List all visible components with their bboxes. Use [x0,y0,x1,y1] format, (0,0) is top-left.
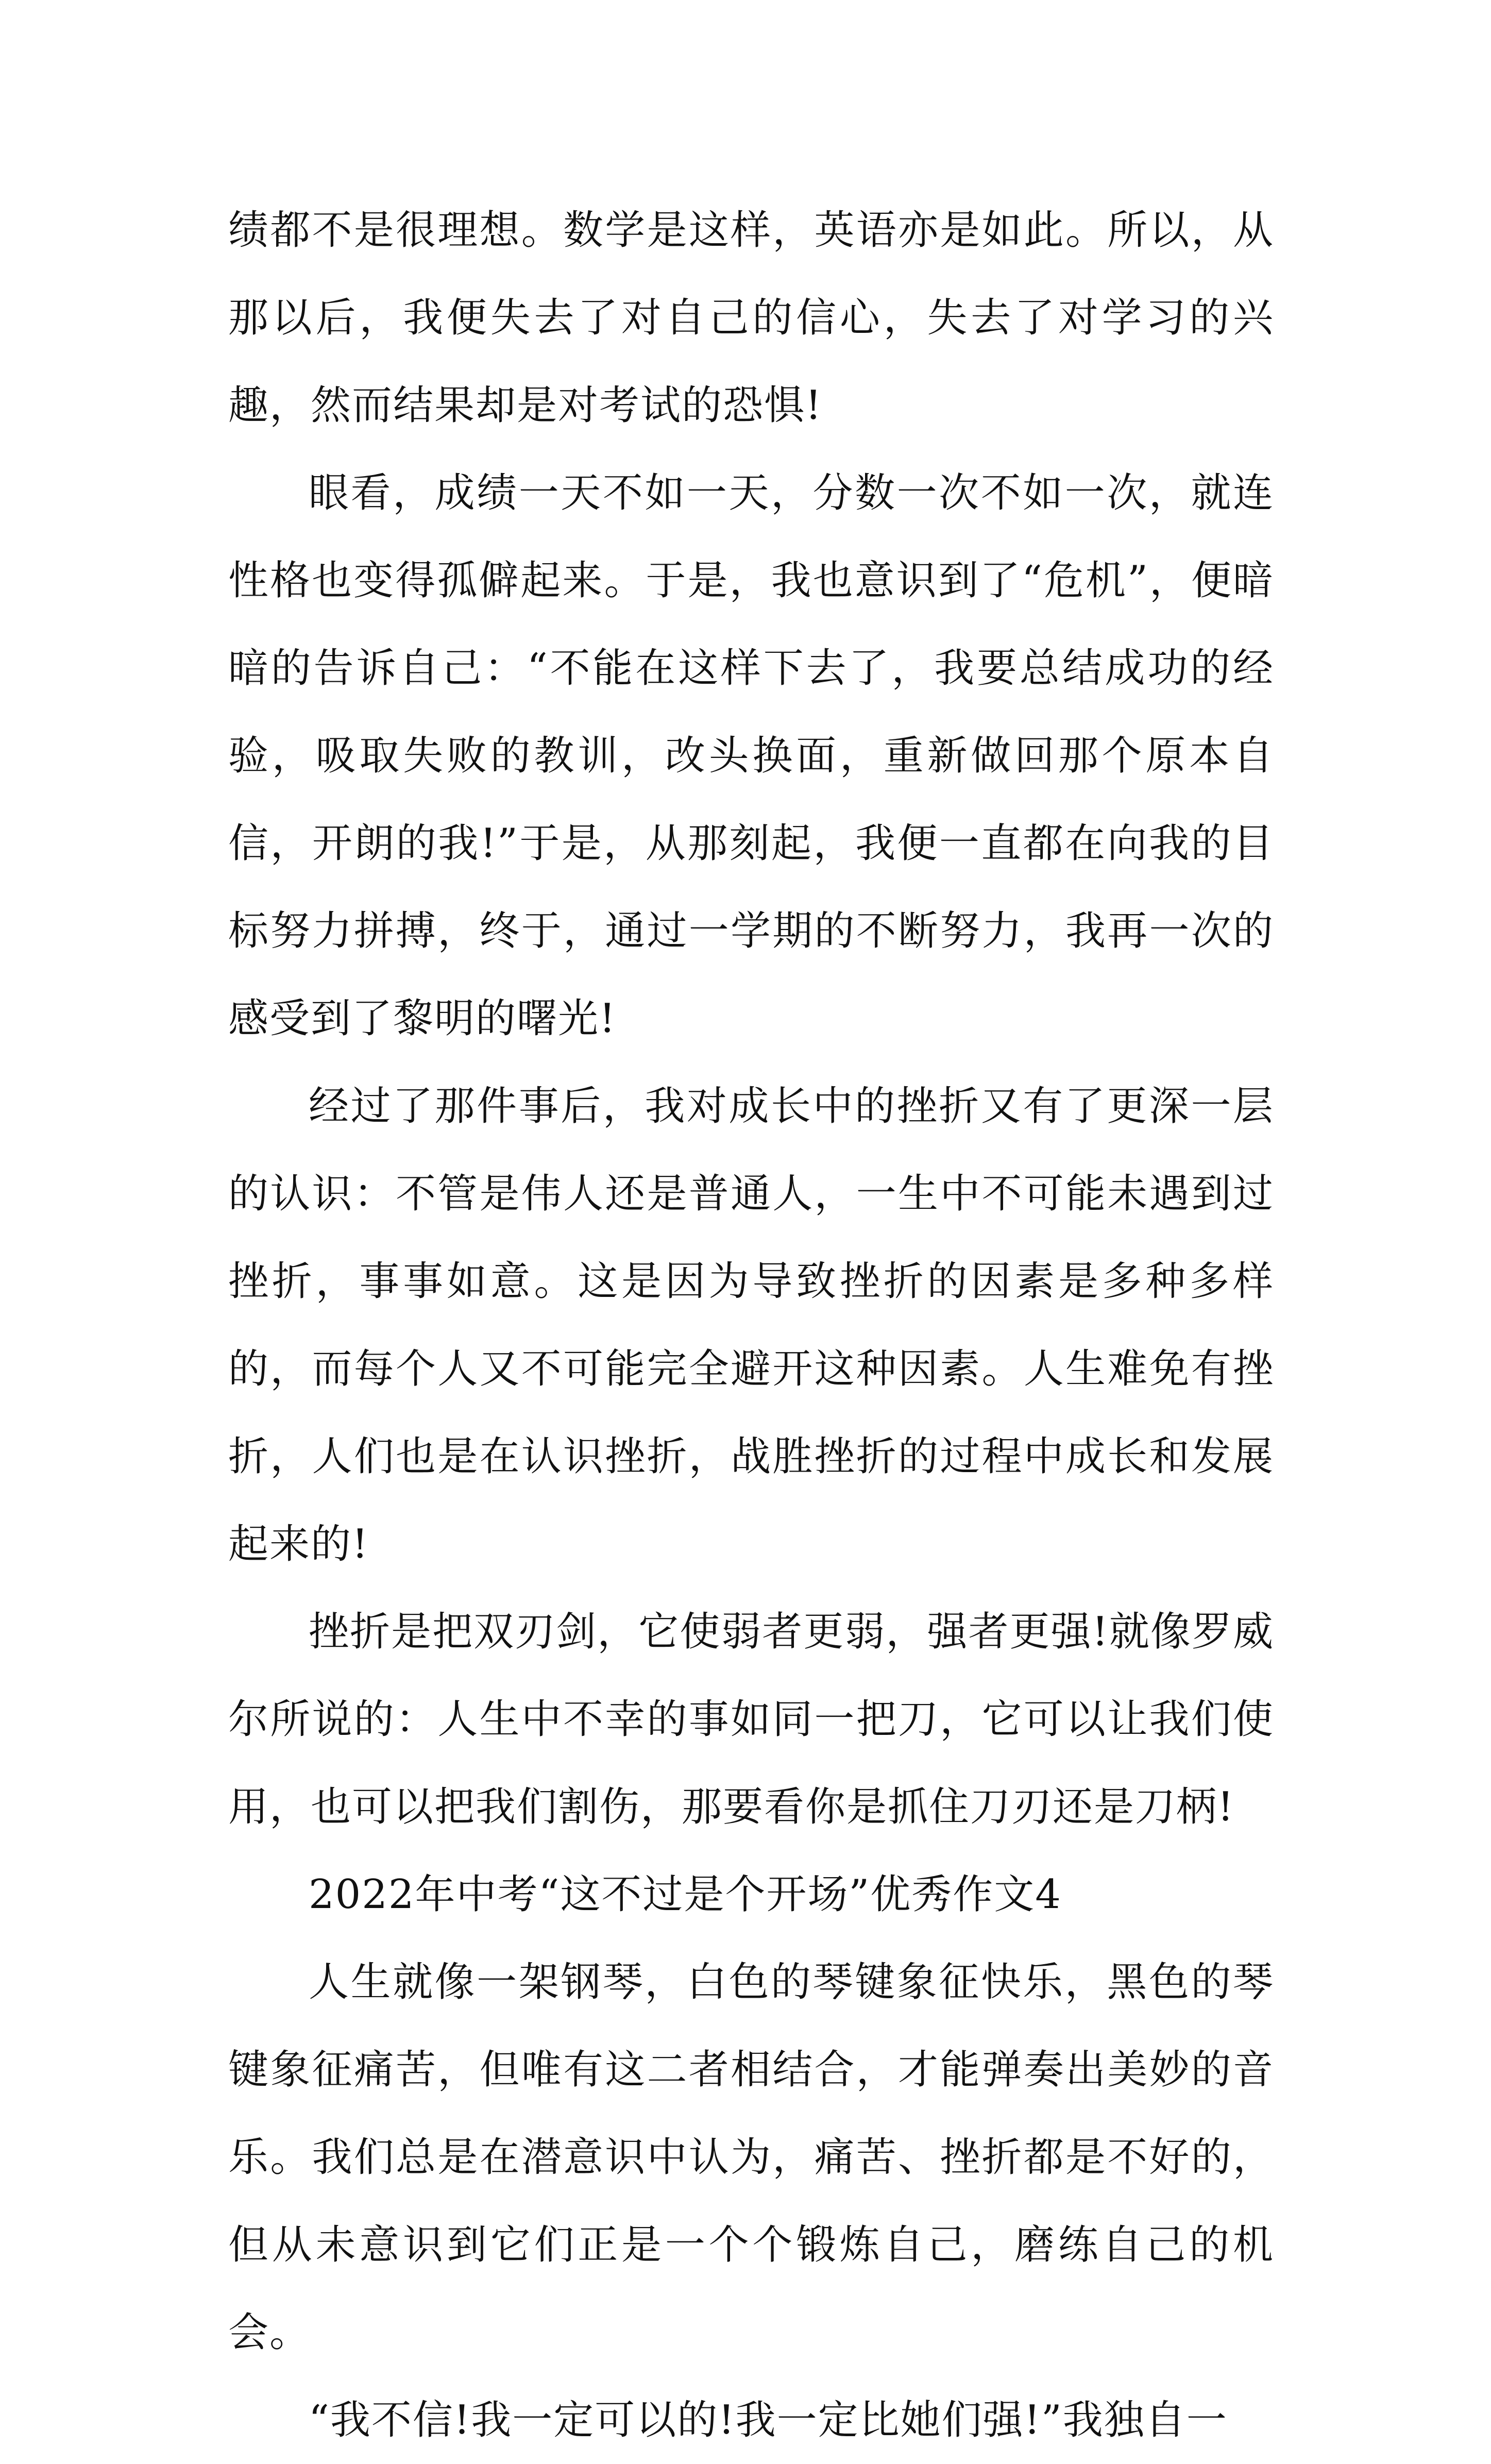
paragraph-1: 绩都不是很理想。数学是这样，英语亦是如此。所以，从那以后，我便失去了对自己的信心，失去了对学习的兴趣，然而结果却是对考试的恐惧! [228,207,1274,429]
paragraph-4: 挫折是把双刃剑，它使弱者更弱，强者更强!就像罗威尔所说的：人生中不幸的事如同一把刀，它可以让我们使用，也可以把我们割伤，那要看你是抓住刀刃还是刀柄! [228,1609,1274,1830]
paragraph-5: 人生就像一架钢琴，白色的琴键象征快乐，黑色的琴键象征痛苦，但唯有这二者相结合，才能弹奏出美妙的音乐。我们总是在潜意识中认为，痛苦、挫折都是不好的，但从未意识到它们正是一个个锻炼自己，磨练自己的机会。 [228,1959,1274,2356]
essay-heading: 2022年中考“这不过是个开场”优秀作文4 [309,1871,1062,1918]
paragraph-3: 经过了那件事后，我对成长中的挫折又有了更深一层的认识：不管是伟人还是普通人，一生中不可能未遇到过挫折，事事如意。这是因为导致挫折的因素是多种多样的，而每个人又不可能完全避开这种因素。人生难免有挫折，人们也是在认识挫折，战胜挫折的过程中成长和发展起来的! [228,1083,1274,1567]
paragraph-2: 眼看，成绩一天不如一天，分数一次不如一次，就连性格也变得孤僻起来。于是，我也意识到了“危机”，便暗暗的告诉自己：“不能在这样下去了，我要总结成功的经验，吸取失败的教训，改头换面，重新做回那个原本自信，开朗的我!”于是，从那刻起，我便一直都在向我的目标努力拼搏，终于，通过一学期的不断努力，我再一次的感受到了黎明的曙光! [228,470,1274,1042]
document-body [228,187,1274,2464]
paragraph-6: “我不信!我一定可以的!我一定比她们强!”我独自一 [309,2397,1228,2443]
